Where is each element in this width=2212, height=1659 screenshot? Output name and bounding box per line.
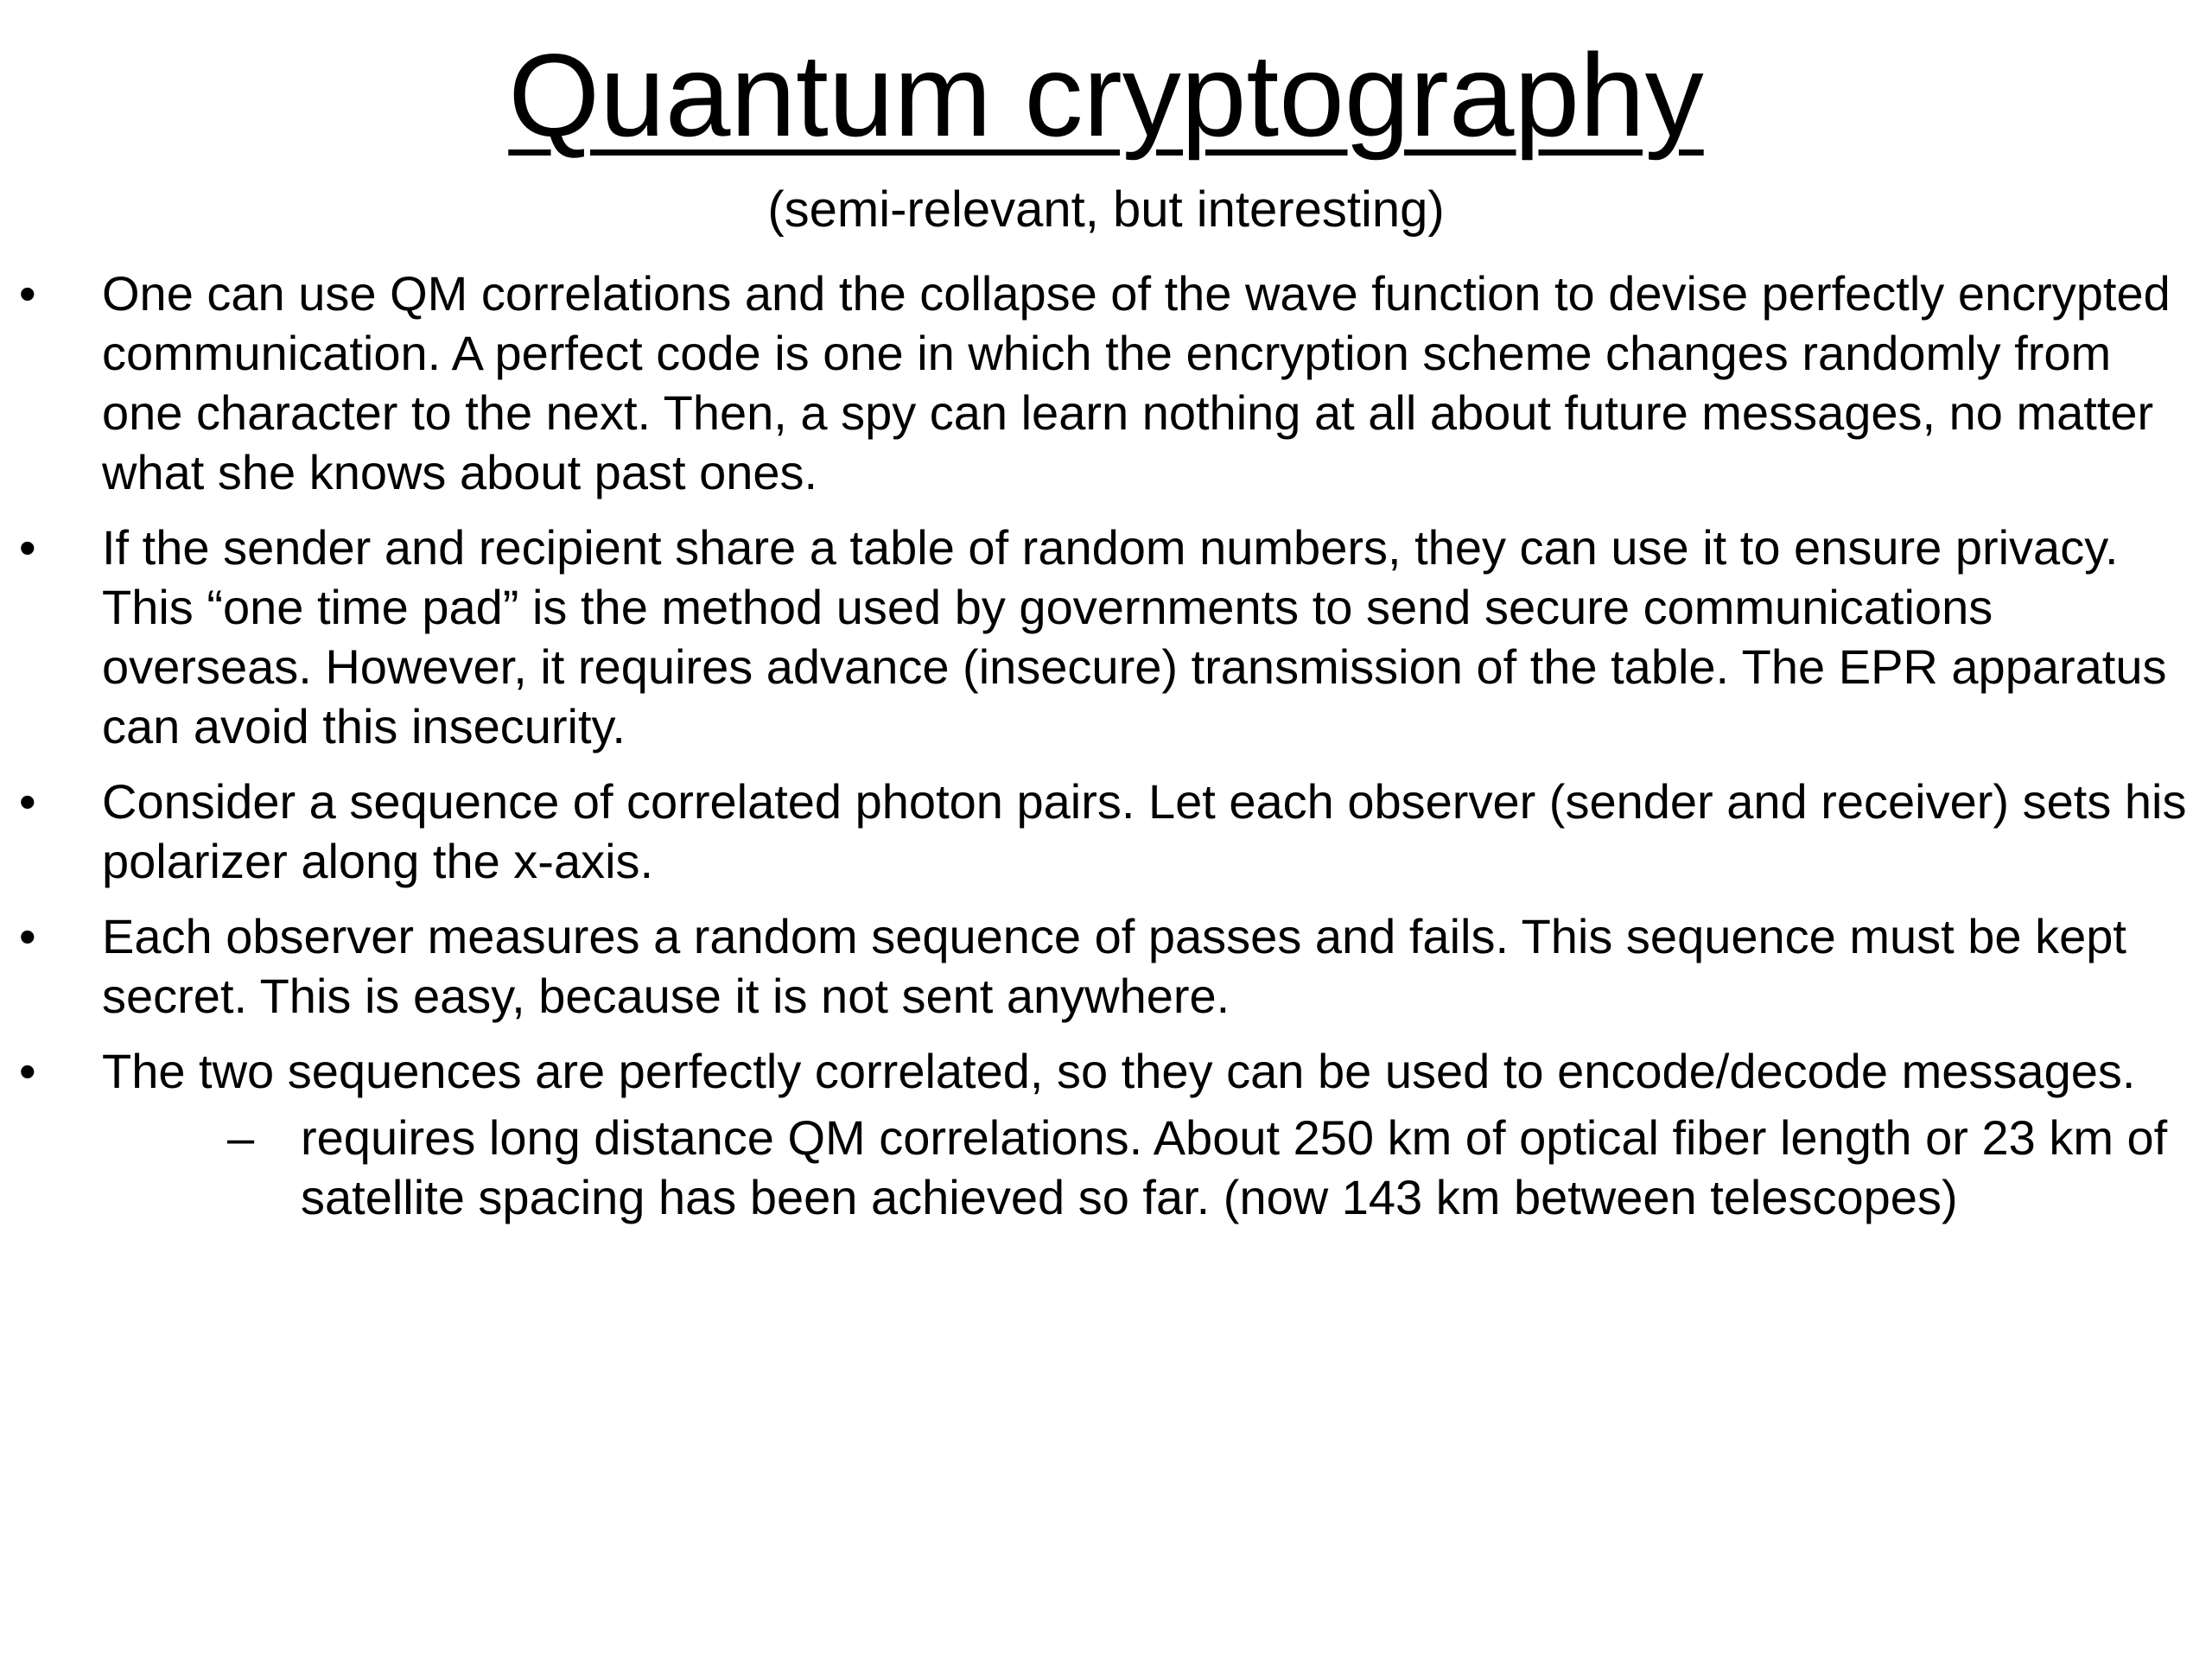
bullet-marker: • [19, 520, 36, 575]
bullet-item-1 [0, 264, 2212, 502]
bullet-item-2 [0, 518, 2212, 756]
bullet-item-4 [0, 906, 2212, 1026]
slide-title [0, 26, 2212, 164]
bullet-text-3: Consider a sequence of correlated photon pairs. Let each observer (sender and receiver) sets his polarizer along the x-axis. [102, 774, 2187, 888]
bullet-text-2: If the sender and recipient share a table of random numbers, they can use it to ensure privacy. This “one time pad” is the method used by governments to send secure communications overseas. However, it requires advance (insecure) transmission of the table. The EPR apparatus can avoid this insecurity. [102, 520, 2167, 753]
bullet-item-3 [0, 772, 2212, 891]
bullet-text-1: One can use QM correlations and the collapse of the wave function to devise perfectly encrypted communication. A perfect code is one in which the encryption scheme changes randomly from one character to the next. Then, a spy can learn nothing at all about future messages, no matter what she knows about past ones. [102, 266, 2171, 499]
slide-subtitle: (semi-relevant, but interesting) [767, 181, 1445, 238]
bullet-list [0, 264, 2212, 1243]
bullet-text-4: Each observer measures a random sequence of passes and fails. This sequence must be kept secret. This is easy, because it is not sent anywhere. [102, 909, 2126, 1023]
bullet-marker: • [19, 774, 36, 829]
bullet-marker: • [19, 1044, 36, 1098]
sub-bullet-marker: – [227, 1110, 255, 1165]
sub-bullet-text: requires long distance QM correlations. About 250 km of optical fiber length or 23 km of satellite spacing has been achieved so far. (now 143 km between telescopes) [301, 1110, 2168, 1224]
sub-bullet-item [102, 1108, 2203, 1227]
slide-title-text: Quantum cryptography [508, 29, 1704, 161]
bullet-marker: • [19, 909, 36, 963]
bullet-item-5 [0, 1041, 2212, 1227]
bullet-text-5: The two sequences are perfectly correlated, so they can be used to encode/decode messages. [102, 1044, 2136, 1098]
bullet-marker: • [19, 266, 36, 321]
